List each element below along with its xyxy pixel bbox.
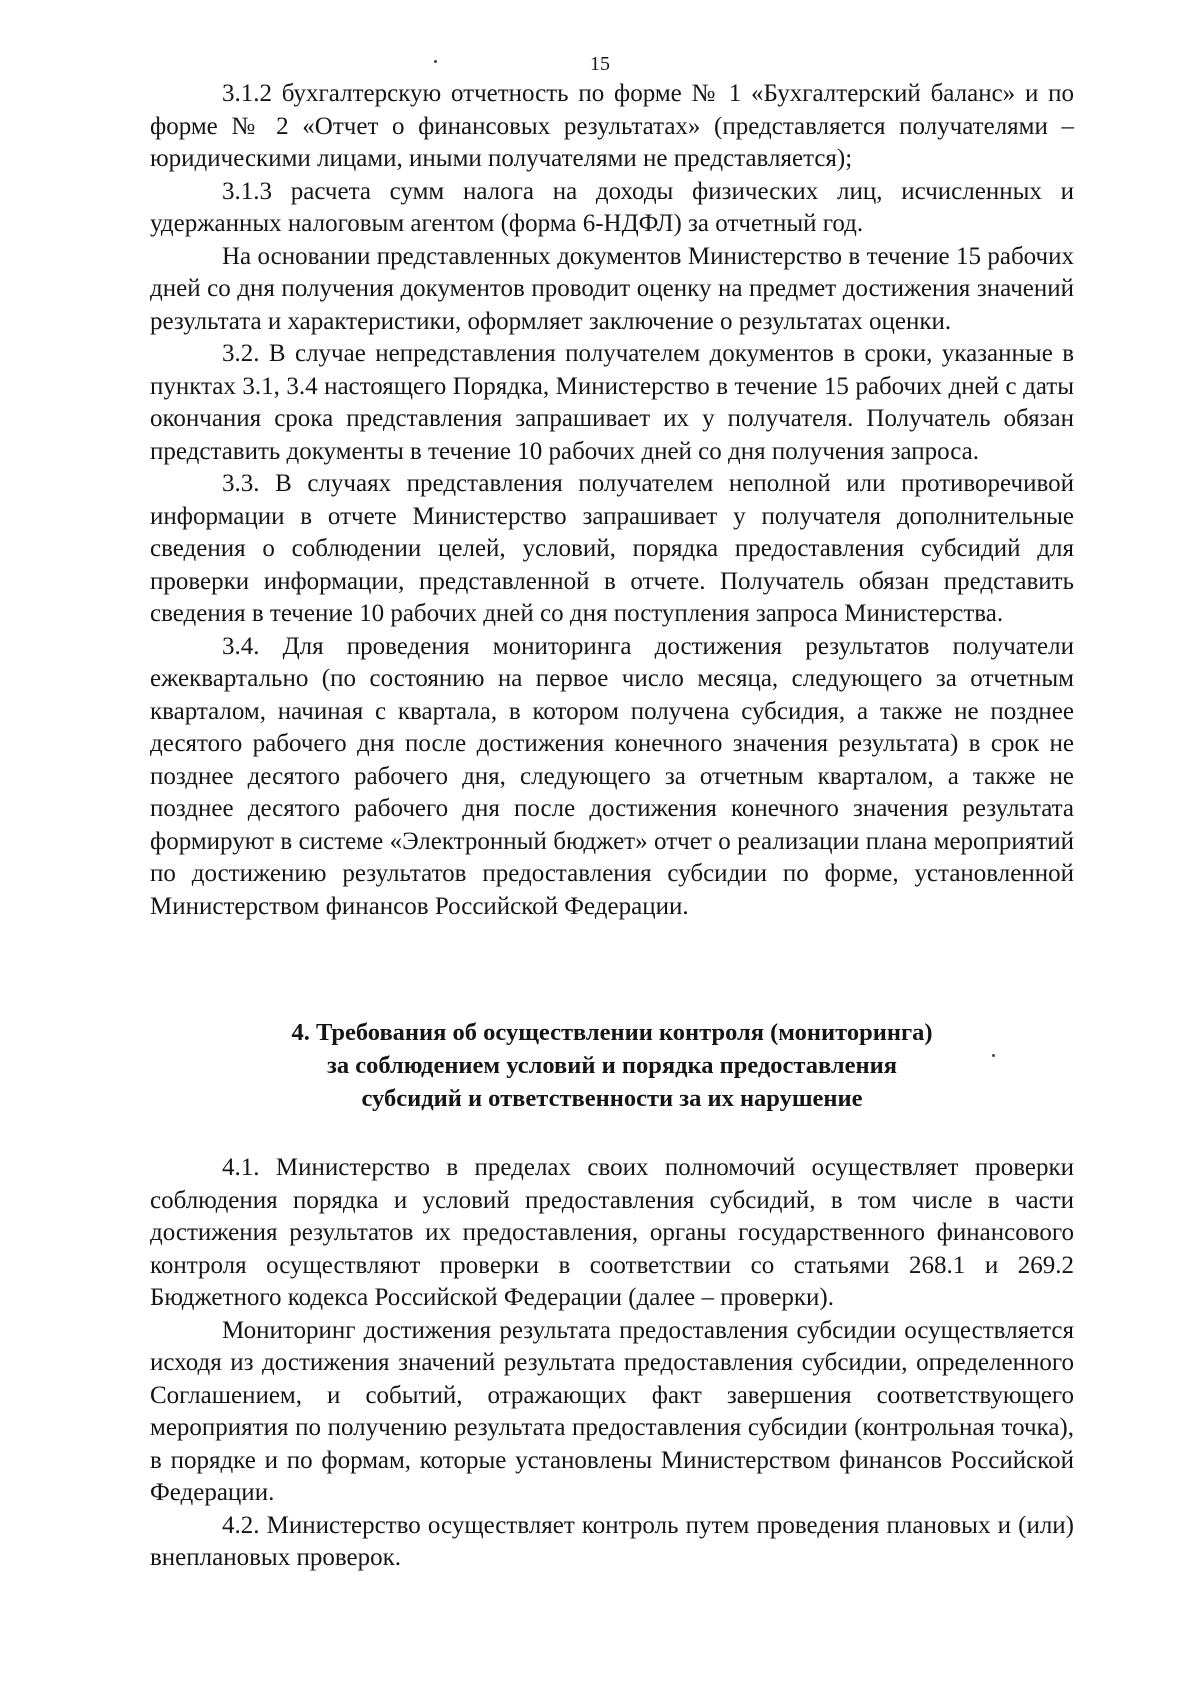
paragraph-3-4: 3.4. Для проведения мониторинга достижения результатов получатели ежеквартально (по состоянию на первое число месяца, следующего за отчетным кварталом, начиная с квартала, в котором получена субсидия, а также не позднее десятого рабочего дня после достижения конечного значения результата) в срок не позднее десятого рабочего дня, следующего за отчетным кварталом, а также не позднее десятого рабочего дня после достижения конечного значения результата формируют в системе «Электронный бюджет» отчет о реализации плана мероприятий по достижению результатов предоставления субсидии по форме, установленной Министерством финансов Российской Федерации. (150, 632, 1074, 920)
paragraph-3-2: 3.2. В случае непредставления получателем документов в сроки, указанные в пунктах 3.1, 3.4 настоящего Порядка, Министерство в течение 15 рабочих дней с даты окончания срока представления запрашивает их у получателя. Получатель обязан представить документы в течение 10 рабочих дней со дня получения запроса. (150, 340, 1074, 465)
paragraph-assessment: На основании представленных документов Министерство в течение 15 рабочих дней со дня получения документов проводит оценку на предмет достижения значений результата и характеристики, оформляет заключение о результатах оценки. (150, 242, 1074, 335)
paragraph-4-1: 4.1. Министерство в пределах своих полномочий осуществляет проверки соблюдения порядка и условий предоставления субсидий, в том числе в части достижения результатов их предоставления, органы государственного финансового контроля осуществляют проверки в соответствии со статьями 268.1 и 269.2 Бюджетного кодекса Российской Федерации (далее – проверки). (150, 1154, 1074, 1311)
paragraph-3-3: 3.3. В случаях представления получателем неполной или противоречивой информации в отчете Министерство запрашивает у получателя дополнительные сведения о соблюдении целей, условий, порядка предоставления субсидий для проверки информации, представленной в отчете. Получатель обязан представить сведения в течение 10 рабочих дней со дня поступления запроса Министерства. (150, 470, 1074, 627)
section-4-heading (150, 1016, 1074, 1115)
paragraph-monitoring: Мониторинг достижения результата предоставления субсидии осуществляется исходя из достижения значений результата предоставления субсидии, определенного Соглашением, и событий, отражающих факт завершения соответствующего мероприятия по получению результата предоставления субсидии (контрольная точка), в порядке и по формам, которые установлены Министерством финансов Российской Федерации. (150, 1316, 1074, 1506)
section-heading-line-2: за соблюдением условий и порядка предоставления (327, 1052, 897, 1079)
section-heading-line-1: 4. Требования об осуществлении контроля (мониторинга) (291, 1019, 933, 1046)
paragraph-3-1-3: 3.1.3 расчета сумм налога на доходы физических лиц, исчисленных и удержанных налоговым агентом (форма 6-НДФЛ) за отчетный год. (150, 177, 1074, 237)
paragraph-3-1-2: 3.1.2 бухгалтерскую отчетность по форме № 1 «Бухгалтерский баланс» и по форме № 2 «Отчет о финансовых результатах» (представляется получателями – юридическими лицами, иными получателями не представляется); (150, 80, 1074, 172)
section-heading-line-3: субсидий и ответственности за их нарушение (361, 1085, 863, 1112)
body-text-bottom (150, 1152, 1074, 1575)
page-number: 15 (590, 53, 610, 75)
body-text-top (150, 78, 1074, 923)
paragraph-4-2: 4.2. Министерство осуществляет контроль путем проведения плановых и (или) внеплановых проверок. (150, 1511, 1074, 1571)
